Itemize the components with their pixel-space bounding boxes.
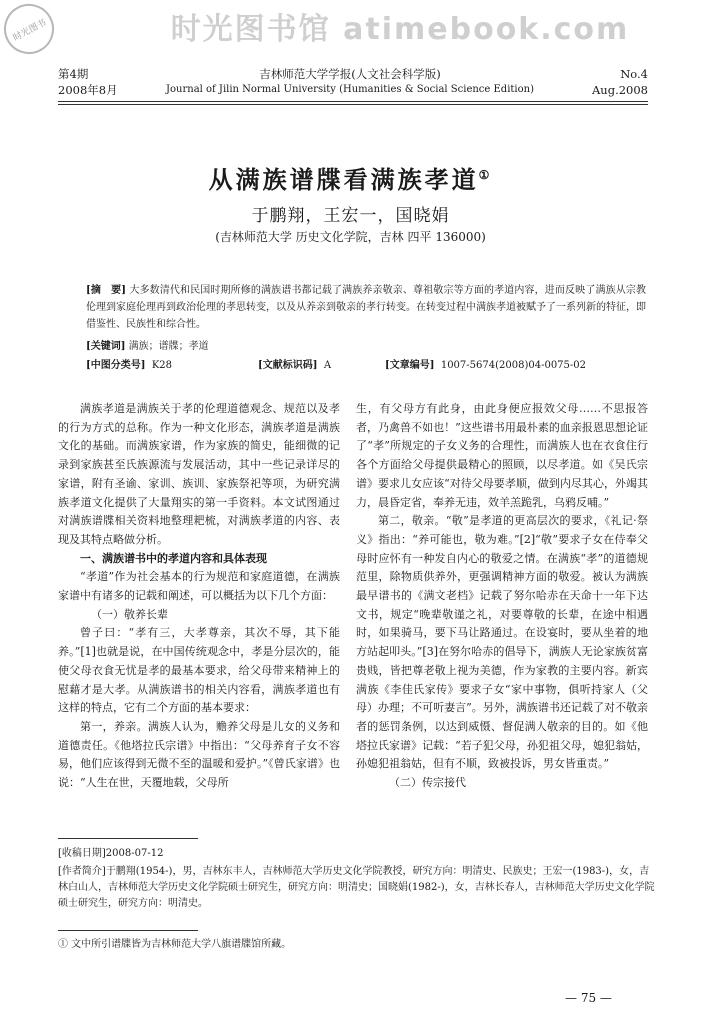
- journal-title-cn: 吉林师范大学学报(人文社会科学版): [259, 67, 441, 81]
- left-column: [58, 400, 340, 793]
- header-rule-2: [58, 104, 648, 105]
- date-cn: 2008年8月: [58, 83, 118, 97]
- right-column: [356, 400, 648, 793]
- journal-title-en: Journal of Jilin Normal University (Humanities & Social Science Edition): [166, 84, 534, 95]
- subsection-heading: （二）传宗接代: [389, 776, 466, 790]
- issue-cn: 第4期: [58, 67, 89, 81]
- issue-en: No.4: [620, 67, 648, 81]
- abstract-label: [摘 要]: [86, 285, 126, 296]
- header-rule: [58, 101, 648, 102]
- author-affiliation: (吉林师范大学 历史文化学院，吉林 四平 136000): [215, 230, 486, 244]
- footnote-rule: [58, 838, 198, 839]
- body-paragraph: 生，有父母方有此身，由此身便应报效父母……不思报答者，乃禽兽不如也！”这些谱书用最朴素的血亲报恩思想论证了“孝”所规定的子女义务的合理性，而满族人也在衣食住行各个方面给父母提供最精心的照顾，以尽孝道。如《吴氏宗谱》要求儿女应该“对待父母要孝顺，做到内尽其心，外竭其力，晨昏定省，奉养无违，效羊羔跪乳，乌鸦反哺。”: [356, 402, 648, 509]
- intro-paragraph: 满族孝道是满族关于孝的伦理道德观念、规范以及孝的行为方式的总称。作为一种文化形态，满族孝道是满族文化的基础。而满族家谱，作为家族的简史，能细微的记录到家族甚至氏族源流与发展活动，其中一些记录详尽的家谱，附有圣谕、家训、族训、家族祭祀等项，为研究满族孝道文化提供了大量翔实的第一手资料。本文试图通过对满族谱牒相关资料地整理耙梳，对满族孝道的内容、表现及其特点略做分析。: [58, 402, 340, 546]
- subsection-heading: （一）敬养长辈: [91, 607, 168, 621]
- abstract-text: 大多数清代和民国时期所修的满族谱书都记载了满族养亲敬亲、尊祖敬宗等方面的孝道内容，进而反映了满族从宗教伦理到家庭伦理再到政治伦理的孝思转变，以及从养亲到敬亲的孝行转变。在转变过程中满族孝道被赋予了一系列新的特征，即借鉴性、民族性和综合性。: [86, 285, 646, 330]
- page-number: — 75 —: [565, 991, 612, 1005]
- title-footnote-mark: ①: [478, 168, 493, 182]
- abstract: [86, 282, 646, 333]
- library-seal-stamp: 时光图书: [0, 0, 63, 63]
- keywords-text: 满族；谱牒；孝道: [128, 341, 209, 352]
- received-date: [收稿日期]2008-07-12: [58, 848, 164, 859]
- watermark-title: 时光图书馆 atimebook.com: [170, 12, 630, 47]
- footnote-rule-2: [58, 930, 198, 931]
- author-list: 于鹏翔，王宏一，国晓娟: [251, 206, 450, 226]
- author-bio: [作者简介]于鹏翔(1954-)，男，吉林东丰人，吉林师范大学历史文化学院教授，研究方向：明清史、民族史；王宏一(1983-)，女，吉林白山人，吉林师范大学历史文化学院硕士研究生，研究方向：明清史；国晓娟(1982-)，女，吉林长春人，吉林师范大学历史文化学院硕士研究生，研究方向：明清史。: [58, 866, 655, 909]
- keywords: [86, 337, 209, 352]
- document-code: [文献标识码] A: [258, 360, 332, 371]
- body-paragraph: “孝道”作为社会基本的行为规范和家庭道德，在满族家谱中有诸多的记载和阐述，可以概括为以下几个方面：: [58, 570, 340, 603]
- keywords-label: [关键词]: [86, 341, 126, 352]
- archive-note: ① 文中所引谱牒皆为吉林师范大学八旗谱牒馆所藏。: [58, 939, 292, 950]
- body-paragraph: 曾子曰：“孝有三，大孝尊亲，其次不辱，其下能养。”[1]也就是说，在中国传统观念中，孝是分层次的，能使父母衣食无忧是孝的最基本要求，给父母带来精神上的慰藉才是大孝。从满族谱书的相关内容看，满族孝道也有这样的特点，它有二个方面的基本要求：: [58, 626, 340, 715]
- body-paragraph: 第二，敬亲。“敬”是孝道的更高层次的要求，《礼记·祭义》指出：“养可能也，敬为难。”[2]“敬”要求子女在侍奉父母时应怀有一种发自内心的敬爱之情。在满族“孝”的道德规范里，除物质供养外，更强调精神方面的敬爱。被认为满族最早谱书的《满文老档》记载了努尔哈赤在天命十一年下达文书，规定“晚辈敬谨之礼，对要尊敬的长辈，在途中相遇时，如果骑马，要下马让路通过。在设宴时，要从坐着的地方站起叩头。”[3]在努尔哈赤的倡导下，满族人无论家族贫富贵贱，皆把尊老敬上视为美德，作为家教的主要内容。新宾满族《李佳氏家传》要求子女“家中事物，俱听持家人（父母）办理；不可听妻言”。另外，满族谱书还记载了对不敬亲者的惩罚条例，以达到威慑、督促满人敬亲的目的。如《他塔拉氏家谱》记载：“若子犯父母，孙犯祖父母，媳犯翁姑，孙媳犯祖翁姑，但有不顺，致被投诉，男女皆重责。”: [356, 514, 648, 771]
- body-paragraph: 第一，养亲。满族人认为，赡养父母是儿女的义务和道德责任。《他塔拉氏宗谱》中指出：“父母养育子女不容易，他们应该得到无微不至的温暖和爱护。”《曾氏家谱》也说：“人生在世，天覆地载，父母所: [58, 719, 340, 790]
- clc-number: [中图分类号] K28: [86, 360, 173, 371]
- paper-title: 从满族谱牒看满族孝道①: [208, 165, 493, 194]
- date-en: Aug.2008: [592, 83, 648, 97]
- article-number: [文章编号] 1007-5674(2008)04-0075-02: [385, 360, 587, 371]
- section-heading: 一、满族谱书中的孝道内容和具体表现: [80, 551, 267, 565]
